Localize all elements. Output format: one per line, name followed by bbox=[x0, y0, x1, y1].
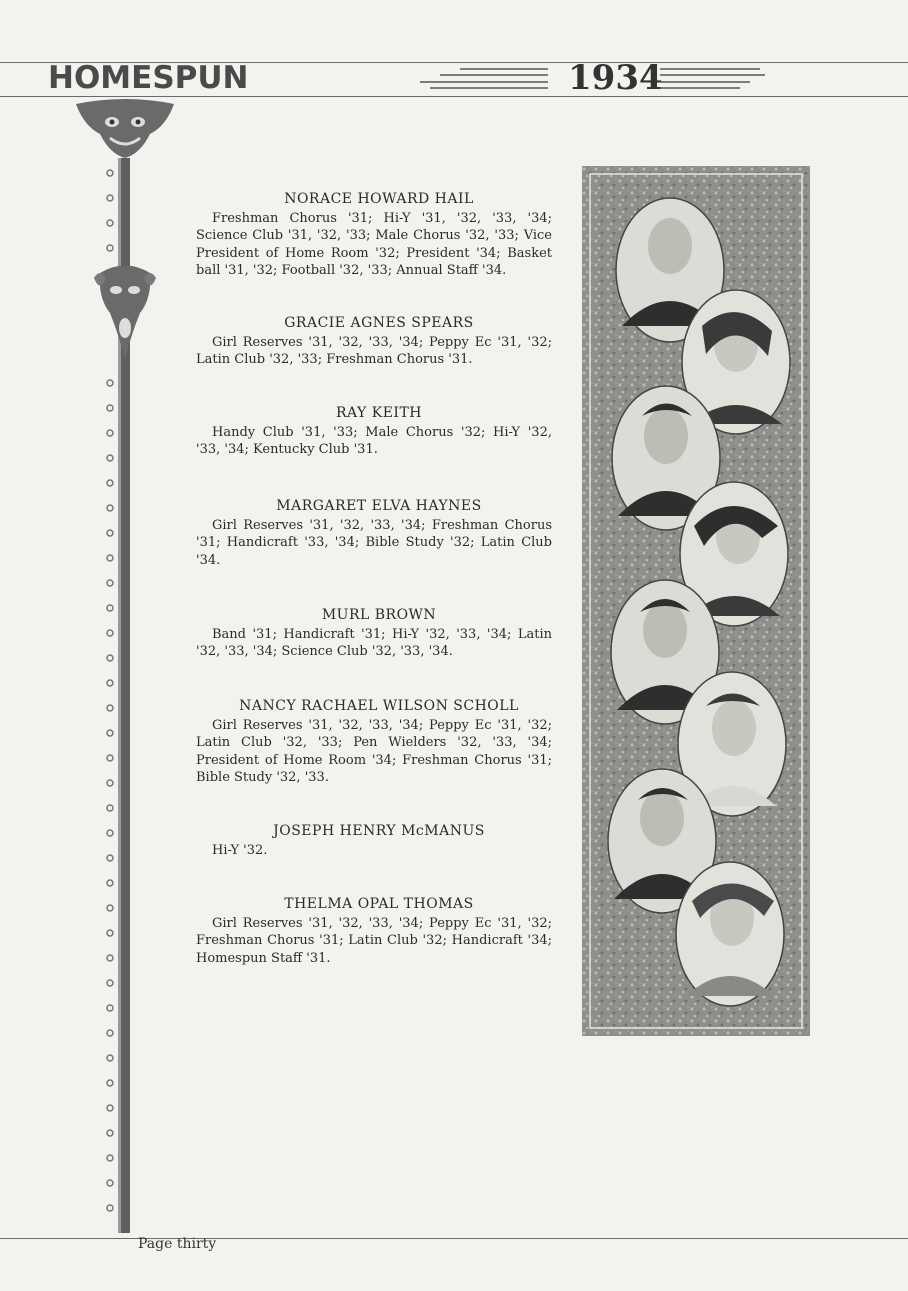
student-activities: Freshman Chorus '31; Hi-Y '31, '32, '33, '34; Science Club '31, '32, '33; Male Chorus '32, '33; Vice President of Home Room '32; President '34; Basket ball '31, '32; Football '32, '33; Annual Staff '34. bbox=[196, 210, 552, 278]
decorative-mask-column bbox=[70, 98, 180, 1238]
header-decorative-lines-right bbox=[660, 66, 770, 92]
student-name: NANCY RACHAEL WILSON SCHOLL bbox=[239, 698, 519, 714]
middle-mask-ornament bbox=[94, 266, 156, 361]
student-activities: Hi-Y '32. bbox=[212, 842, 268, 858]
student-name: MARGARET ELVA HAYNES bbox=[276, 498, 482, 514]
student-name: RAY KEITH bbox=[335, 405, 423, 421]
student-name: MURL BROWN bbox=[321, 607, 437, 623]
header-decorative-lines-left bbox=[420, 66, 550, 92]
pole-ring-decorations bbox=[107, 170, 113, 1211]
student-activities: Band '31; Handicraft '31; Hi-Y '32, '33, '34; Latin '32, '33, '34; Science Club '32, '33, '34. bbox=[196, 626, 552, 659]
student-entry bbox=[196, 698, 552, 787]
student-name: JOSEPH HENRY McMANUS bbox=[273, 823, 485, 839]
portrait-panel bbox=[582, 166, 812, 1038]
student-name: NORACE HOWARD HAIL bbox=[284, 191, 474, 207]
student-activities: Handy Club '31, '33; Male Chorus '32; Hi-Y '32, '33, '34; Kentucky Club '31. bbox=[196, 424, 552, 457]
student-entry bbox=[196, 191, 552, 280]
student-name: THELMA OPAL THOMAS bbox=[284, 896, 474, 912]
yearbook-year: 1934 bbox=[568, 58, 663, 98]
student-activities: Girl Reserves '31, '32, '33, '34; Peppy Ec '31, '32; Latin Club '32, '33; Pen Wielders '32, '33, '34; President of Home Room '34; Freshman Chorus '31; Bible Study '32, '33. bbox=[196, 717, 552, 785]
student-name: GRACIE AGNES SPEARS bbox=[284, 315, 474, 331]
student-portrait bbox=[676, 862, 784, 1006]
student-entry bbox=[196, 405, 552, 459]
footer-rule bbox=[0, 1238, 908, 1239]
student-entry bbox=[196, 607, 552, 661]
student-entry bbox=[196, 498, 552, 569]
yearbook-title: HOMESPUN bbox=[48, 60, 249, 96]
student-activities: Girl Reserves '31, '32, '33, '34; Freshman Chorus '31; Handicraft '33, '34; Bible Study '32; Latin Club '34. bbox=[196, 517, 552, 568]
page-number: Page thirty bbox=[138, 1236, 217, 1252]
header-bottom-rule bbox=[0, 96, 908, 97]
student-activities: Girl Reserves '31, '32, '33, '34; Peppy Ec '31, '32; Latin Club '32, '33; Freshman Chorus '31. bbox=[196, 334, 552, 367]
student-entry bbox=[196, 315, 552, 369]
student-activities: Girl Reserves '31, '32, '33, '34; Peppy Ec '31, '32; Freshman Chorus '31; Latin Club '32; Handicraft '34; Homespun Staff '31. bbox=[196, 915, 552, 966]
top-mask-ornament bbox=[76, 99, 174, 158]
student-entry bbox=[196, 823, 552, 859]
student-entry bbox=[196, 896, 552, 967]
